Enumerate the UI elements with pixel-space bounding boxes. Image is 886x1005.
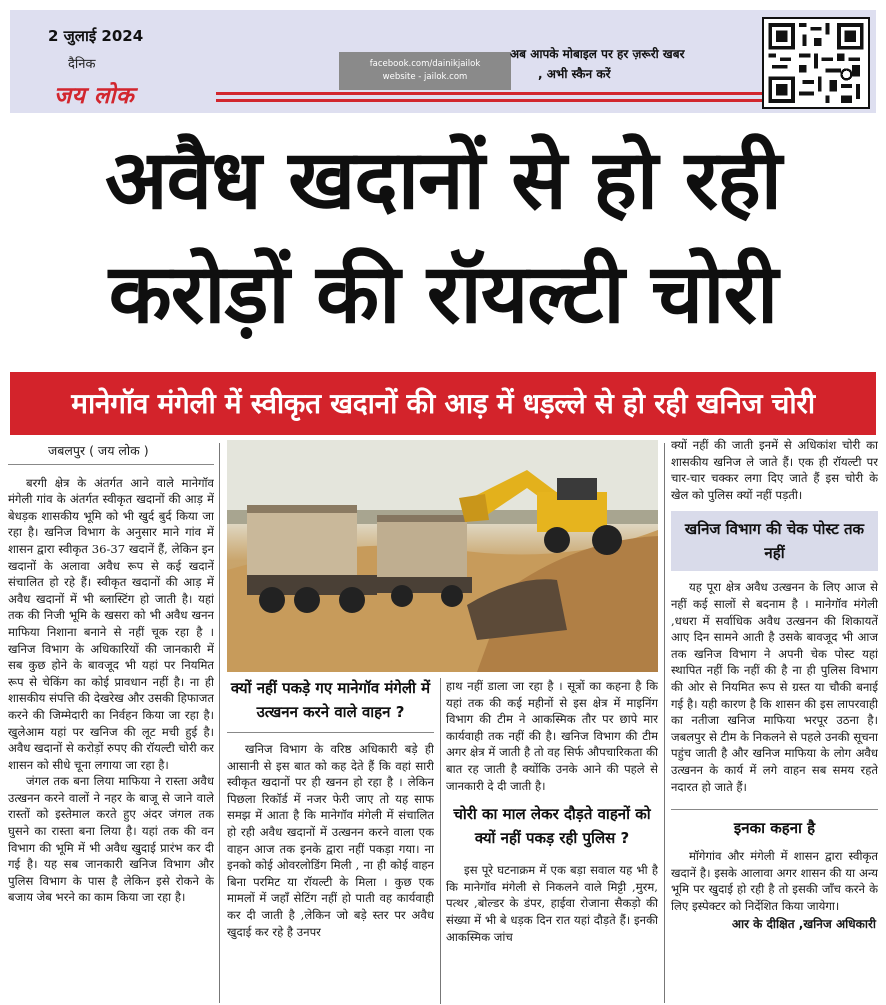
main-headline: [0, 128, 886, 356]
newspaper-logo: [54, 78, 134, 110]
social-links[interactable]: [339, 52, 511, 90]
statement-subhead: इनका कहना है: [671, 809, 878, 840]
dateline: जबलपुर ( जय लोक ): [8, 443, 214, 465]
logo-text: जय लोक: [54, 83, 135, 109]
facebook-link[interactable]: facebook.com/dainikjailok: [369, 59, 481, 69]
article-column-1: [8, 443, 214, 1003]
masthead-stripes: [216, 92, 762, 106]
article-column-4: [671, 437, 878, 1005]
qr-code-icon[interactable]: [762, 17, 870, 109]
paragraph: मॉगेगांव और मंगेली में शासन द्वारा स्वीकृत खदानें है। इसके आलावा अगर शासन की या अन्य भूमि पर खुदाई हो रही है तो इसकी जाँच करने के लिए इस्पेक्टर को निर्देशित किया जायेगा।: [671, 849, 878, 913]
column-divider: [440, 678, 441, 1004]
website-link[interactable]: website - jailok.com: [382, 72, 468, 82]
article-column-2: [227, 672, 434, 1004]
column-3-subhead: चोरी का माल लेकर दौड़ते वाहनों को क्यों नहीं पकड़ रही पुलिस ?: [453, 805, 651, 848]
headline-line-1: अवैध खदानों से हो रही: [105, 133, 781, 228]
issue-date: 2 जुलाई 2024: [48, 27, 144, 45]
logo-prefix: दैनिक: [68, 57, 96, 72]
official-signature: आर के दीक्षित ,खनिज अधिकारी: [731, 917, 876, 932]
paragraph: इस पूरे घटनाक्रम में एक बड़ा सवाल यह भी है कि मानेगॉव मंगेली से निकलने वाले मिट्टी ,मुरम, पत्थर ,बोल्डर के डंपर, हाईवा रोजाना सैकड़ो की संख्या में भी बे धड़क दिन रात यहां दौड़ते हैं। इनकी आकस्मिक जांच: [446, 863, 658, 944]
paragraph: खनिज विभाग के वरिष्ठ अधिकारी बड़े ही आसानी से इस बात को कह देते हैं कि वहां सारी स्वीकृत खदानों पर ही खनन हो रहा है । लेकिन पिछला रिकॉर्ड में नजर फेरी जाए तो यह साफ समझ में आता है कि मानेगॉव मंगेली में संचालित हो रही अवैध खदानों में उत्खनन करने वाला एक वाहन आज तक इनके द्वारा नहीं पकड़ा गया। ना इनको कोई ओवरलोडिंग मिली , ना ही कोई वाहन बिना परमिट या रॉयल्टी के मिला । कुछ एक मामलों में जहाँ सेटिंग नहीं हो पाती वह कार्यवाही कर दी जाती है ,लेकिन जो बड़े स्तर पर अवैध खुदाई कर रहे है उनपर: [227, 742, 434, 939]
column-4-subhead: खनिज विभाग की चेक पोस्ट तक नहीं: [671, 511, 878, 571]
masthead: [10, 10, 876, 113]
tagline-line-2: , अभी स्कैन करें: [538, 67, 611, 81]
sub-headline-banner: मानेगॉव मंगेली में स्वीकृत खदानों की आड़ में धड़ल्ले से हो रही खनिज चोरी: [10, 372, 876, 435]
paragraph: यह पूरा क्षेत्र अवैध उत्खनन के लिए आज से नहीं कई सालों से बदनाम है । मानेगॉव मंगेली ,धधरा में सर्वाधिक अवैध उत्खनन की शिकायतें आए दिन सामने आती है उसके बावजूद भी आज तक खनिज विभाग ने अपनी चेक पोस्ट यहां स्थापित नहीं कि नहीं की है ना ही पुलिस विभाग की ओर से नियमित रूप से ग्रस्त या चौकी बनाई गई है। यही कारण है कि शासन की इस लापरवाही का नतीजा खनिज माफिया भरपूर उठना है। जबलपुर से टीम के निकलने से पहले उनकी सूचना पहुंच जाती है और खनिज माफिया के लोग अवैध उत्खनन के कार्य में लगे वाहन सब समय रहते नदारत हो जाते हैं।: [671, 580, 878, 794]
paragraph: हाथ नहीं डाला जा रहा है । सूत्रों का कहना है कि यहां तक की कई महीनों से इस क्षेत्र में माइनिंग विभाग की टीम ने आकस्मिक तौर पर छापे मार कार्यवाही तक नहीं की है। खनिज विभाग की टीम अगर क्षेत्र में जाती है तो वह सिर्फ औपचारिकता की बात रह जाती है क्योंकि उनके आने की पहले से जानकारी दे दी जाती है।: [446, 679, 658, 793]
scan-tagline: [510, 44, 760, 84]
paragraph: बरगी क्षेत्र के अंतर्गत आने वाले मानेगॉव मंगेली गांव के अंतर्गत स्वीकृत खदानों की आड़ में बेधड़क शासकीय भूमि को भी खुर्द बुर्द किया जा रहा है। खनिज विभाग के अनुसार माने गांव में शासन द्वारा स्वीकृत 36-37 खदानें हैं, लेकिन इन खदानों के अलावा अवैध रूप से कई खदानें संचालित हो रहे हैं। स्वीकृत खदानों की आड़ में अवैध खदानों में भी ब्लास्टिंग हो जाती है। यहां तक की निजी भूमि के खसरा को भी अवैध खनन माफिया निशाना बनाने से नहीं चूक रहा है । खनिज विभाग के अधिकारियों की जानकारी में सब कुछ होने के बावजूद भी यहां पर नियमित रूप से चेकिंग का कोई प्रावधान नहीं है। ना ही शासकीय संपत्ति की देखरेख और उसकी हिफाजत करने की जिम्मेदारी का निर्वहन किया जा रहा है। खुलेआम यहां पर खनिज की लूट मची हुई है। अवैध खदानों से करोड़ों रुपए की रॉयल्टी चोरी कर शासन को सीधे चूना लगाया जा रहा है।: [8, 475, 214, 772]
trucks-and-excavator-photo: [227, 440, 658, 672]
column-divider: [219, 443, 220, 1003]
article-column-3: [446, 678, 658, 1004]
paragraph: क्यों नहीं की जाती इनमें से अधिकांश चोरी का शासकीय खनिज ले जाते हैं। एक ही रॉयल्टी पर चार-चार चक्कर लगा दिए जाते हैं इस चोरी के खेल को पुलिस क्यों नहीं पड़ती।: [671, 438, 878, 502]
column-divider: [664, 443, 665, 1003]
column-2-subhead: क्यों नहीं पकड़े गए मानेगॉव मंगेली में उत्खनन करने वाले वाहन ?: [227, 676, 434, 733]
tagline-line-1: अब आपके मोबाइल पर हर ज़रूरी खबर: [510, 47, 685, 61]
paragraph: जंगल तक बना लिया माफिया ने रास्ता अवैध उत्खनन करने वालों ने नहर के बाजू से जाने वाले रास्तों को इस्तेमाल करते हुए अंदर जंगल तक घुसने का रास्ता बना लिया है। यहां तक की वन विभाग की भूमि में भी अवैध खुदाई प्रारंभ कर दी गई है। यह सब जानकारी खनिज विभाग और पुलिस विभाग के पास है लेकिन इसे रोकने के बजाय जेब भरने का काम किया जा रहा है।: [8, 774, 214, 905]
headline-line-2: करोड़ों की रॉयल्टी चोरी: [108, 247, 778, 342]
